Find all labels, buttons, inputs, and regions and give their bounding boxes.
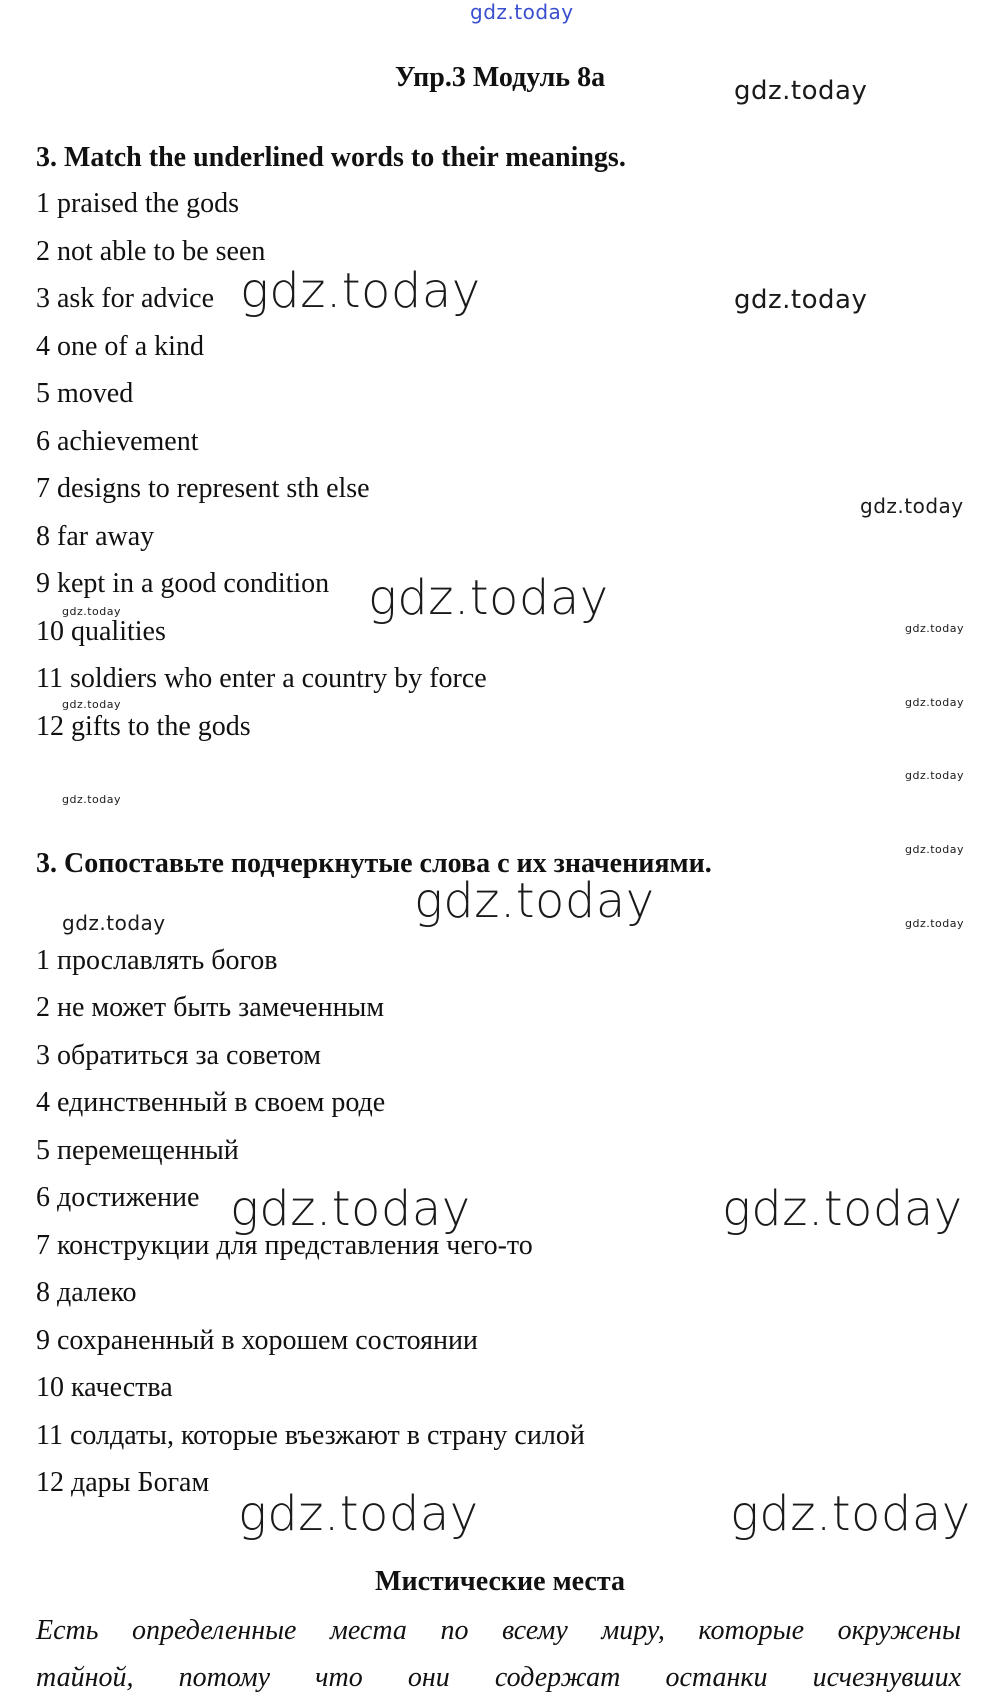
russian-item-7: 7 конструкции для представления чего-то bbox=[36, 1230, 533, 1261]
english-item-5: 5 moved bbox=[36, 378, 134, 409]
watermark: gdz.today bbox=[905, 769, 965, 782]
watermark: gdz.today bbox=[734, 76, 868, 106]
watermark: gdz.today bbox=[62, 793, 122, 806]
watermark: gdz.today bbox=[734, 285, 868, 315]
watermark: gdz.today bbox=[730, 1486, 971, 1542]
english-item-6: 6 achievement bbox=[36, 426, 199, 457]
watermark: gdz.today bbox=[62, 911, 166, 935]
watermark: gdz.today bbox=[722, 1181, 963, 1237]
watermark: gdz.today bbox=[62, 698, 122, 711]
russian-item-10: 10 качества bbox=[36, 1372, 173, 1403]
russian-item-8: 8 далеко bbox=[36, 1277, 137, 1308]
russian-item-9: 9 сохраненный в хорошем состоянии bbox=[36, 1325, 478, 1356]
watermark: gdz.today bbox=[240, 263, 481, 319]
watermark: gdz.today bbox=[62, 605, 122, 618]
english-item-4: 4 one of a kind bbox=[36, 331, 204, 362]
english-item-12: 12 gifts to the gods bbox=[36, 711, 251, 742]
watermark: gdz.today bbox=[414, 873, 655, 929]
russian-item-2: 2 не может быть замеченным bbox=[36, 992, 385, 1023]
watermark: gdz.today bbox=[230, 1181, 471, 1237]
english-item-8: 8 far away bbox=[36, 521, 155, 552]
english-item-11: 11 soldiers who enter a country by force bbox=[36, 663, 487, 694]
watermark: gdz.today bbox=[470, 0, 574, 24]
watermark: gdz.today bbox=[905, 917, 965, 930]
english-item-10: 10 qualities bbox=[36, 616, 166, 647]
russian-item-12: 12 дары Богам bbox=[36, 1467, 210, 1498]
watermark: gdz.today bbox=[368, 570, 609, 626]
russian-item-4: 4 единственный в своем роде bbox=[36, 1087, 386, 1118]
russian-item-3: 3 обратиться за советом bbox=[36, 1040, 321, 1071]
watermark: gdz.today bbox=[905, 696, 965, 709]
english-item-1: 1 praised the gods bbox=[36, 188, 239, 219]
watermark: gdz.today bbox=[905, 622, 965, 635]
russian-heading: 3. Сопоставьте подчеркнутые слова с их значениями. bbox=[36, 848, 712, 879]
watermark: gdz.today bbox=[238, 1486, 479, 1542]
russian-item-1: 1 прославлять богов bbox=[36, 945, 278, 976]
watermark: gdz.today bbox=[905, 843, 965, 856]
paragraph-line-2: тайной, потому что они содержат останки исчезнувших bbox=[36, 1662, 961, 1693]
russian-item-5: 5 перемещенный bbox=[36, 1135, 239, 1166]
english-heading: 3. Match the underlined words to their meanings. bbox=[36, 142, 626, 173]
exercise-title: Упр.3 Модуль 8а bbox=[394, 62, 606, 93]
russian-item-11: 11 солдаты, которые въезжают в страну силой bbox=[36, 1420, 585, 1451]
russian-item-6: 6 достижение bbox=[36, 1182, 200, 1213]
watermark: gdz.today bbox=[860, 494, 964, 518]
english-item-9: 9 kept in a good condition bbox=[36, 568, 330, 599]
english-item-7: 7 designs to represent sth else bbox=[36, 473, 370, 504]
english-item-2: 2 not able to be seen bbox=[36, 236, 266, 267]
english-item-3: 3 ask for advice bbox=[36, 283, 215, 314]
paragraph-line-1: Есть определенные места по всему миру, которые окружены bbox=[36, 1615, 961, 1646]
section-title: Мистические места bbox=[375, 1566, 625, 1597]
